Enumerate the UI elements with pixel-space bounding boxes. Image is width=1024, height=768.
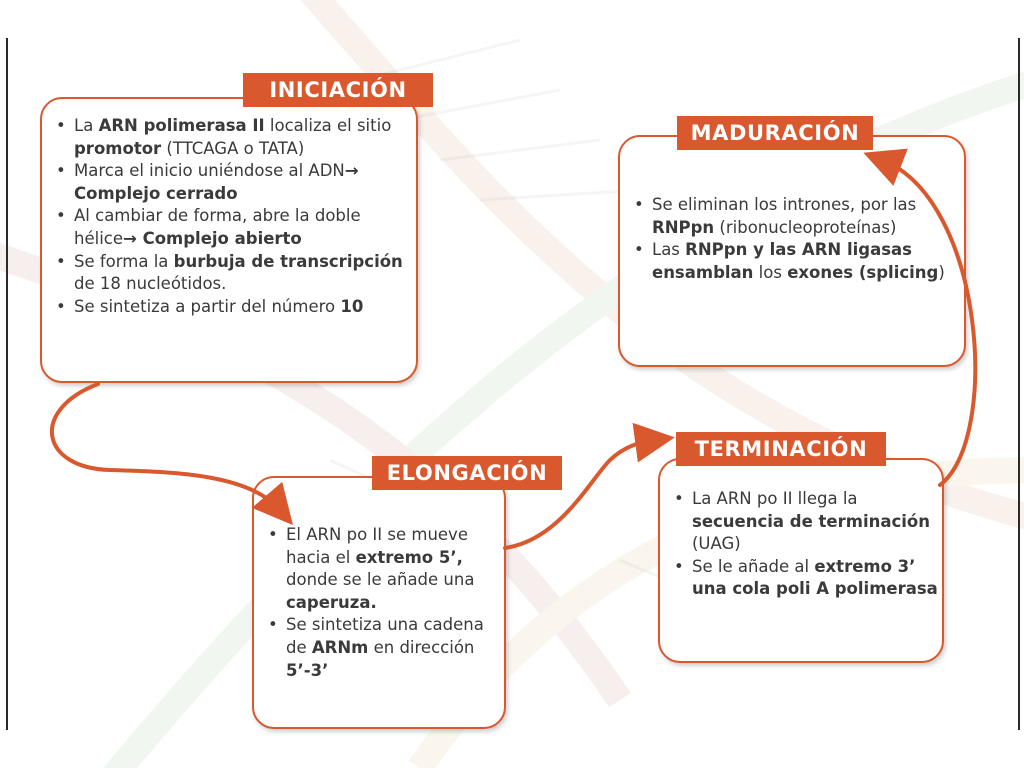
iniciacion-item: • Se sintetiza a partir del número 10 bbox=[54, 296, 406, 319]
terminacion-list bbox=[672, 488, 938, 601]
iniciacion-list bbox=[54, 115, 406, 318]
elongacion-title: ELONGACIÓN bbox=[372, 456, 562, 490]
terminacion-item: • La ARN po II llega la secuencia de terminación (UAG) bbox=[672, 488, 938, 556]
elongacion-box bbox=[252, 476, 506, 729]
iniciacion-box bbox=[40, 97, 418, 383]
iniciacion-item: • Se forma la burbuja de transcripción de 18 nucleótidos. bbox=[54, 251, 406, 296]
iniciacion-title: INICIACIÓN bbox=[243, 73, 433, 107]
iniciacion-item: • La ARN polimerasa II localiza el sitio promotor (TTCAGA o TATA) bbox=[54, 115, 406, 160]
maduracion-item: • Las RNPpn y las ARN ligasas ensamblan los exones (splicing) bbox=[632, 239, 956, 284]
slide-left-edge bbox=[6, 38, 8, 730]
maduracion-item: • Se eliminan los intrones, por las RNPpn (ribonucleoproteínas) bbox=[632, 194, 956, 239]
terminacion-box bbox=[658, 458, 944, 663]
slide-right-edge bbox=[1018, 38, 1020, 730]
elongacion-item: • Se sintetiza una cadena de ARNm en dirección 5’-3’ bbox=[266, 614, 502, 682]
maduracion-title: MADURACIÓN bbox=[677, 116, 873, 150]
maduracion-box bbox=[618, 135, 966, 367]
iniciacion-item: • Marca el inicio uniéndose al ADN→ Complejo cerrado bbox=[54, 160, 406, 205]
right-arrow-icon: → bbox=[344, 161, 359, 181]
elongacion-item: • El ARN po II se mueve hacia el extremo 5’, donde se le añade una caperuza. bbox=[266, 524, 502, 614]
maduracion-list bbox=[632, 194, 956, 284]
terminacion-item: • Se le añade al extremo 3’ una cola poli A polimerasa bbox=[672, 556, 938, 601]
terminacion-title: TERMINACIÓN bbox=[676, 432, 886, 466]
elongacion-list bbox=[266, 524, 502, 682]
iniciacion-item: • Al cambiar de forma, abre la doble hélice→ Complejo abierto bbox=[54, 205, 406, 250]
right-arrow-icon: → bbox=[123, 228, 137, 248]
